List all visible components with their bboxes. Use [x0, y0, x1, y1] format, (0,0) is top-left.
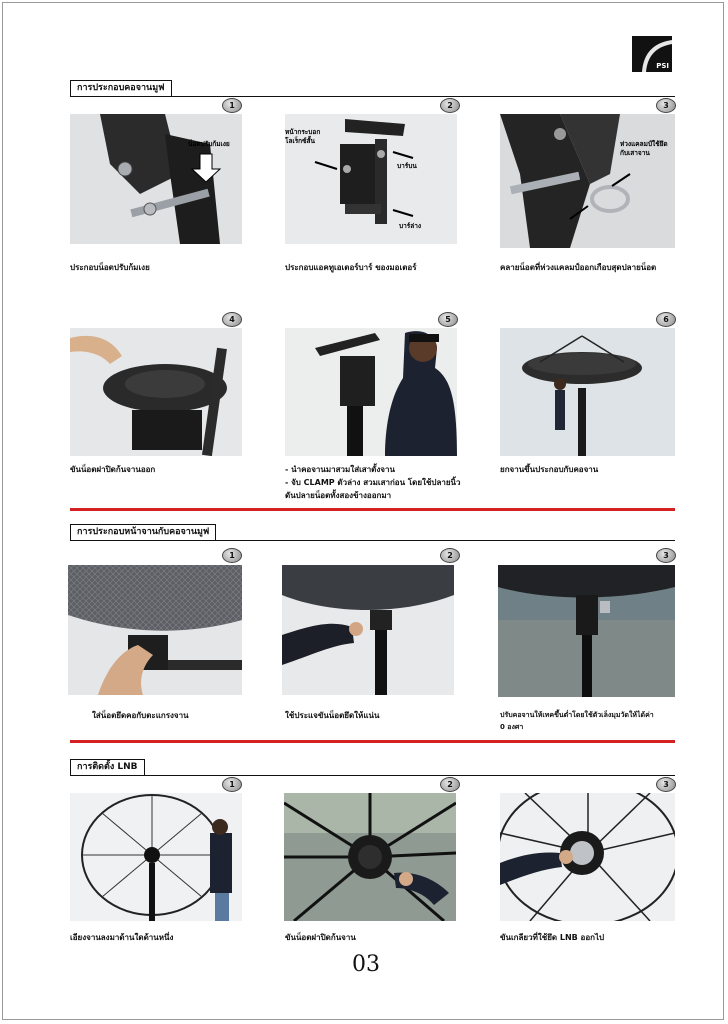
annotation: หน้ากระบอก [285, 128, 321, 136]
step-badge: 3 [656, 548, 676, 563]
photo-adjust-bolt [70, 114, 242, 244]
step-caption: เอียงจานลงมาด้านใดด้านหนึ่ง [70, 933, 174, 942]
annotation: ห่วงแคลมป์ใช้ยึด [620, 140, 668, 148]
step-caption: ประกอบน็อตปรับก้มเงย [70, 263, 150, 272]
photo-adjust-elevation [498, 565, 675, 697]
step-caption: ขันน็อตฝาปิดก้นจานออก [70, 465, 156, 474]
step-badge: 2 [440, 548, 460, 563]
step-caption: ใส่น็อตยึดคอกับตะแกรงจาน [92, 711, 189, 720]
section-title-lnb-install: การติดตั้ง LNB [70, 759, 145, 776]
photo-clamp-ring [500, 114, 675, 248]
annotation: โลเร็กซ์สั้น [285, 137, 315, 145]
step-caption: - จับ CLAMP ตัวล่าง สวมเสาก่อน โดยใช้ปลายนิ้ว [285, 478, 461, 487]
step-caption: ปรับคอจานให้เทคขึ้นต่ำโดยใช้ตัวเล็งมุมวัดให้ได้ค่า [500, 711, 654, 719]
step-caption: ประกอบแอคทูเอเตอร์บาร์ ของมอเตอร์ [285, 263, 417, 272]
step-badge: 3 [656, 777, 676, 792]
step-badge: 2 [440, 777, 460, 792]
section-divider [70, 508, 675, 511]
step-badge: 1 [222, 548, 242, 563]
step-caption: ใช้ประแจขันน็อตยึดให้แน่น [285, 711, 380, 720]
step-badge: 6 [656, 312, 676, 327]
photo-remove-back-cap [284, 793, 456, 921]
annotation: บาร์บน [397, 162, 417, 170]
photo-bolt-neck-to-grid [68, 565, 242, 695]
photo-remove-cap [70, 328, 242, 456]
photo-actuator-bar [285, 114, 457, 244]
step-caption: คลายน็อตที่ห่วงแคลมป์ออกเกือบสุดปลายน็อต [500, 263, 657, 272]
step-badge: 4 [222, 312, 242, 327]
annotation: บาร์ล่าง [399, 222, 422, 230]
step-badge: 1 [222, 98, 242, 113]
photo-tilt-dish [70, 793, 242, 921]
section-underline [70, 96, 675, 97]
logo-text: PSI [656, 62, 669, 70]
step-caption: - นำคอจานมาสวมใส่เสาตั้งจาน [285, 465, 395, 474]
step-badge: 1 [222, 777, 242, 792]
page-number: 03 [352, 952, 380, 977]
step-badge: 5 [438, 312, 458, 327]
step-caption: ขันเกลียวที่ใช้ยึด LNB ออกไป [500, 933, 605, 942]
annotation: กับเสาจาน [620, 149, 650, 157]
section-title-neck-assembly: การประกอบคอจานมูฟ [70, 80, 172, 97]
brand-logo [632, 36, 672, 72]
step-caption: ดันปลายน็อตทั้งสองข้างออกมา [285, 491, 392, 500]
photo-lift-dish [500, 328, 675, 456]
step-caption: ขันน็อตฝาปิดก้นจาน [285, 933, 356, 942]
section-title-dish-to-neck: การประกอบหน้าจานกับคอจานมูฟ [70, 524, 216, 541]
step-caption: ยกจานขึ้นประกอบกับคอจาน [500, 465, 599, 474]
section-underline [70, 540, 675, 541]
step-badge: 3 [656, 98, 676, 113]
step-badge: 2 [440, 98, 460, 113]
step-caption: 0 องศา [500, 723, 524, 731]
photo-tighten-bolt [282, 565, 454, 695]
section-divider [70, 740, 675, 743]
section-underline [70, 775, 675, 776]
photo-unscrew-lnb [500, 793, 675, 921]
annotation: น็อตปรับก้มเงย [188, 140, 230, 148]
photo-mount-neck [285, 328, 457, 456]
